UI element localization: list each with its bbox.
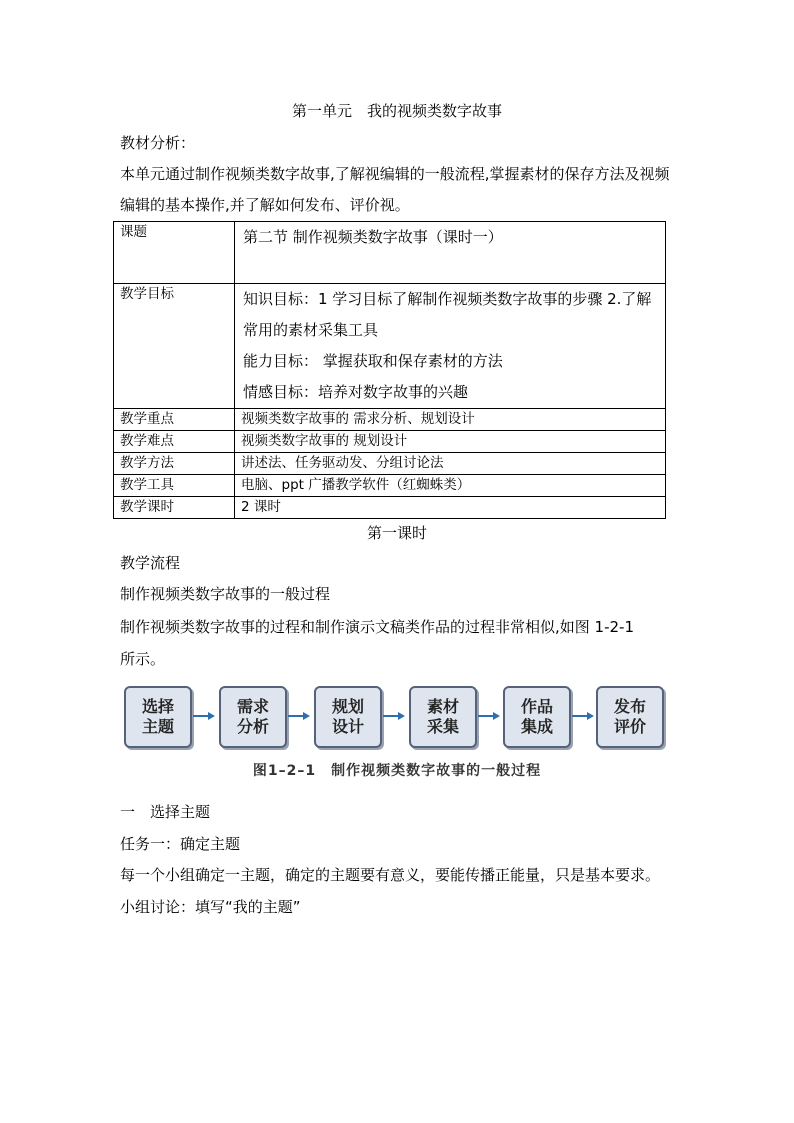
ability-objective: 能力目标： 掌握获取和保存素材的方法 xyxy=(243,352,503,370)
emotion-objective: 情感目标：培养对数字故事的兴趣 xyxy=(243,383,469,401)
flow-arrow-icon xyxy=(477,712,501,720)
table-row xyxy=(114,284,666,409)
row-label-key-points: 教学重点 xyxy=(114,409,235,431)
table-row xyxy=(114,497,666,519)
flow-heading: 教学流程 xyxy=(120,554,181,572)
flow-step-label: 发布评价 xyxy=(613,697,646,736)
flow-step-box xyxy=(124,686,192,748)
flow-step-box xyxy=(596,686,664,748)
row-value-key-points: 视频类数字故事的 需求分析、规划设计 xyxy=(235,409,666,431)
row-value-methods: 讲述法、任务驱动发、分组讨论法 xyxy=(235,453,666,475)
flow-step-label: 作品集成 xyxy=(520,697,553,736)
row-value-objectives xyxy=(235,284,666,409)
figure-caption: 图1–2–1 制作视频类数字故事的一般过程 xyxy=(252,763,542,779)
table-row xyxy=(114,222,666,284)
knowledge-objective: 知识目标：1 学习目标了解制作视频类数字故事的步骤 2.了解常用的素材采集工具 xyxy=(243,290,652,339)
flow-step-box xyxy=(503,686,571,748)
process-text-line2: 所示。 xyxy=(120,650,166,668)
row-label-topic: 课题 xyxy=(114,222,235,284)
row-label-methods: 教学方法 xyxy=(114,453,235,475)
process-text-line1: 制作视频类数字故事的过程和制作演示文稿类作品的过程非常相似,如图 1-2-1 xyxy=(120,618,634,636)
table-row xyxy=(114,409,666,431)
unit-title: 第一单元 我的视频类数字故事 xyxy=(291,102,502,120)
process-flowchart xyxy=(120,684,670,754)
flow-step-label: 需求分析 xyxy=(236,697,269,736)
row-label-hours: 教学课时 xyxy=(114,497,235,519)
flow-arrow-icon xyxy=(192,712,216,720)
lesson-heading: 第一课时 xyxy=(366,524,427,542)
flow-step-label: 选择主题 xyxy=(141,697,174,736)
row-value-hours: 2 课时 xyxy=(235,497,666,519)
flow-arrow-icon xyxy=(571,712,595,720)
table-row xyxy=(114,475,666,497)
flow-step-box xyxy=(314,686,382,748)
row-label-difficulties: 教学难点 xyxy=(114,431,235,453)
flow-arrow-icon xyxy=(382,712,406,720)
lesson-info-table xyxy=(113,221,666,519)
analysis-text: 本单元通过制作视频类数字故事,了解视编辑的一般流程,掌握素材的保存方法及视频编辑的基本操作,并了解如何发布、评价视。 xyxy=(120,165,670,214)
row-value-difficulties: 视频类数字故事的 规划设计 xyxy=(235,431,666,453)
task-one-heading: 任务一：确定主题 xyxy=(120,835,241,853)
analysis-heading: 教材分析： xyxy=(120,134,196,152)
process-heading: 制作视频类数字故事的一般过程 xyxy=(120,585,331,603)
row-value-topic xyxy=(235,222,666,284)
flow-step-box xyxy=(219,686,287,748)
topic-line: 第二节 制作视频类数字故事（课时一） xyxy=(243,228,503,246)
flow-arrow-icon xyxy=(287,712,311,720)
table-row xyxy=(114,431,666,453)
flow-step-label: 规划设计 xyxy=(331,697,364,736)
section-one-heading: 一 选择主题 xyxy=(120,803,211,821)
table-row xyxy=(114,453,666,475)
row-label-objectives: 教学目标 xyxy=(114,284,235,409)
flow-step-box xyxy=(409,686,477,748)
group-discussion: 小组讨论：填写“我的主题” xyxy=(120,898,301,916)
task-one-text: 每一个小组确定一主题，确定的主题要有意义，要能传播正能量，只是基本要求。 xyxy=(120,866,661,884)
row-value-tools: 电脑、ppt 广播教学软件（红蜘蛛类） xyxy=(235,475,666,497)
flow-step-label: 素材采集 xyxy=(426,697,459,736)
row-label-tools: 教学工具 xyxy=(114,475,235,497)
